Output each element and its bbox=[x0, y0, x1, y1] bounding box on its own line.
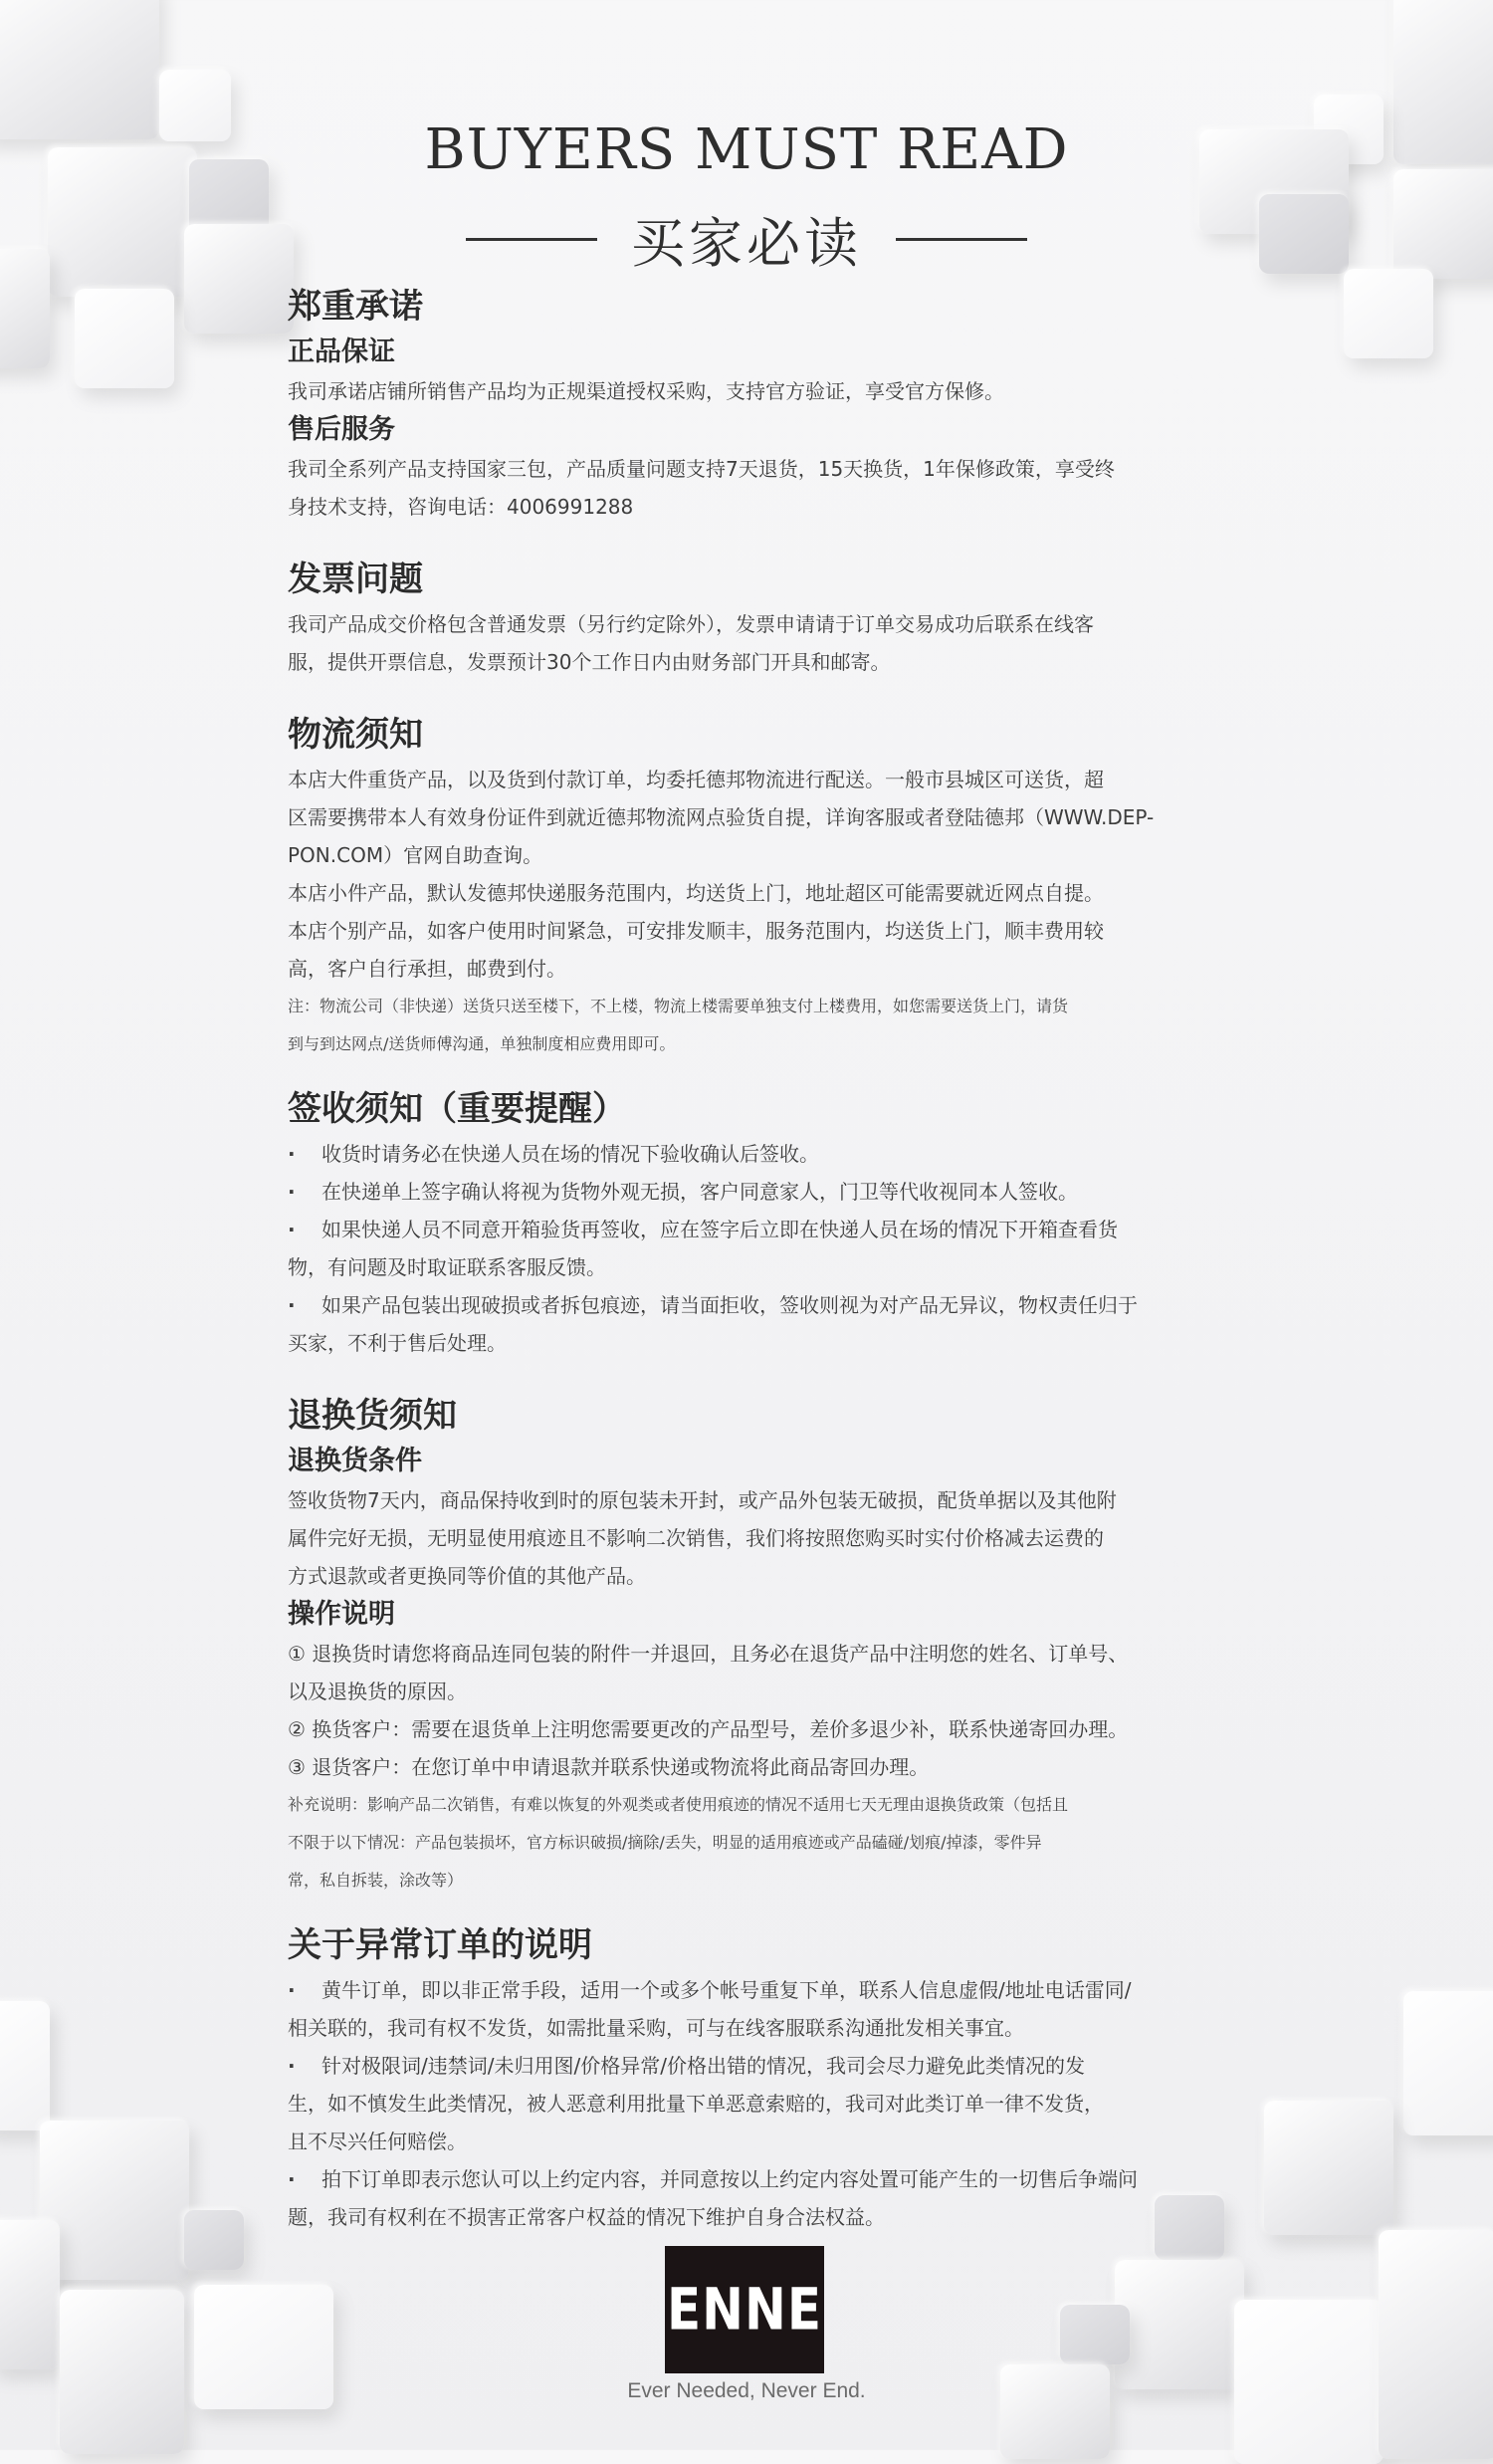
paragraph: 高，客户自行承担，邮费到付。 bbox=[288, 957, 566, 981]
section-receipt bbox=[288, 1083, 1205, 1362]
paragraph: 区需要携带本人有效身份证件到就近德邦物流网点验货自提，详询客服或者登陆德邦（WWW.DEP- bbox=[288, 805, 1155, 829]
section-logistics bbox=[288, 709, 1205, 1063]
note: 到与到达网点/送货师傅沟通，单独制度相应费用即可。 bbox=[288, 1034, 676, 1053]
subsection-title: 操作说明 bbox=[288, 1599, 395, 1630]
paragraph: 本店小件产品，默认发德邦快递服务范围内，均送货上门，地址超区可能需要就近网点自提。 bbox=[288, 881, 1104, 905]
brand-logo-text: ENNE bbox=[666, 2276, 822, 2344]
subsection-title: 售后服务 bbox=[288, 414, 395, 445]
bullet-item: · 收货时请务必在快递人员在场的情况下验收确认后签收。 bbox=[288, 1135, 1205, 1173]
paragraph: 买家，不利于售后处理。 bbox=[288, 1331, 507, 1355]
section-title: 发票问题 bbox=[288, 560, 423, 599]
paragraph: 我司承诺店铺所销售产品均为正规渠道授权采购，支持官方验证，享受官方保修。 bbox=[288, 379, 1004, 403]
bullet-item: · 在快递单上签字确认将视为货物外观无损，客户同意家人，门卫等代收视同本人签收。 bbox=[288, 1173, 1205, 1211]
paragraph: 方式退款或者更换同等价值的其他产品。 bbox=[288, 1564, 646, 1588]
note: 补充说明：影响产品二次销售，有难以恢复的外观类或者使用痕迹的情况不适用七天无理由退换货政策（包括且 bbox=[288, 1795, 1069, 1814]
section-abnormal-orders bbox=[288, 1919, 1205, 2236]
section-title: 物流须知 bbox=[288, 715, 423, 755]
note: 常，私自拆装，涂改等） bbox=[288, 1871, 464, 1890]
paragraph: 且不尽兴任何赔偿。 bbox=[288, 2129, 467, 2153]
page-title-cn-row bbox=[288, 204, 1205, 274]
paragraph: 题，我司有权利在不损害正常客户权益的情况下维护自身合法权益。 bbox=[288, 2205, 885, 2229]
title-divider-left bbox=[466, 238, 597, 241]
bullet-item: · 针对极限词/违禁词/未归用图/价格异常/价格出错的情况，我司会尽力避免此类情况的发 bbox=[288, 2047, 1205, 2085]
paragraph: 物，有问题及时取证联系客服反馈。 bbox=[288, 1255, 606, 1279]
paragraph: 属件完好无损，无明显使用痕迹且不影响二次销售，我们将按照您购买时实付价格减去运费的 bbox=[288, 1526, 1104, 1550]
section-invoice bbox=[288, 554, 1205, 681]
page-title-cn: 买家必读 bbox=[631, 211, 862, 275]
bullet-item: · 黄牛订单，即以非正常手段，适用一个或多个帐号重复下单，联系人信息虚假/地址电话雷同/ bbox=[288, 1971, 1205, 2009]
paragraph: 本店个别产品，如客户使用时间紧急，可安排发顺丰，服务范围内，均送货上门，顺丰费用较 bbox=[288, 919, 1104, 943]
paragraph: 签收货物7天内，商品保持收到时的原包装未开封，或产品外包装无破损，配货单据以及其他附 bbox=[288, 1488, 1117, 1512]
paragraph: 生，如不慎发生此类情况，被人恶意利用批量下单恶意索赔的，我司对此类订单一律不发货， bbox=[288, 2092, 1104, 2116]
paragraph: 服，提供开票信息，发票预计30个工作日内由财务部门开具和邮寄。 bbox=[288, 650, 891, 674]
section-title: 退换货须知 bbox=[288, 1396, 457, 1436]
paragraph: 我司全系列产品支持国家三包，产品质量问题支持7天退货，15天换货，1年保修政策，享受终 bbox=[288, 457, 1115, 481]
section-title: 签收须知（重要提醒） bbox=[288, 1089, 626, 1129]
note: 注：物流公司（非快递）送货只送至楼下，不上楼，物流上楼需要单独支付上楼费用，如您需要送货上门，请货 bbox=[288, 997, 1069, 1015]
paragraph: 以及退换货的原因。 bbox=[288, 1680, 467, 1703]
note: 不限于以下情况：产品包装损坏，官方标识破损/摘除/丢失，明显的适用痕迹或产品磕碰/划痕/掉漆，零件异 bbox=[288, 1833, 1042, 1852]
brand-tagline: Ever Needed, Never End. bbox=[627, 2379, 866, 2402]
page-title-en: BUYERS MUST READ bbox=[424, 117, 1069, 182]
paragraph: 身技术支持，咨询电话：4006991288 bbox=[288, 495, 634, 519]
paragraph: PON.COM）官网自助查询。 bbox=[288, 843, 543, 867]
paragraph: 我司产品成交价格包含普通发票（另行约定除外），发票申请请于订单交易成功后联系在线客 bbox=[288, 612, 1094, 636]
section-returns bbox=[288, 1390, 1205, 1900]
title-divider-right bbox=[896, 238, 1027, 241]
paragraph: ① 退换货时请您将商品连同包装的附件一并退回，且务必在退货产品中注明您的姓名、订单号、 bbox=[288, 1642, 1129, 1666]
section-title: 郑重承诺 bbox=[288, 287, 423, 327]
bullet-item: · 如果产品包装出现破损或者拆包痕迹，请当面拒收，签收则视为对产品无异议，物权责任归于 bbox=[288, 1286, 1205, 1324]
subsection-title: 退换货条件 bbox=[288, 1446, 422, 1476]
section-title: 关于异常订单的说明 bbox=[288, 1925, 592, 1965]
paragraph: 本店大件重货产品，以及货到付款订单，均委托德邦物流进行配送。一般市县城区可送货，超 bbox=[288, 768, 1104, 791]
section-commitment bbox=[288, 281, 1205, 526]
brand-logo bbox=[665, 2246, 824, 2373]
subsection-title: 正品保证 bbox=[288, 336, 395, 367]
notice-body bbox=[288, 281, 1205, 2236]
bullet-item: · 如果快递人员不同意开箱验货再签收，应在签字后立即在快递人员在场的情况下开箱查看货 bbox=[288, 1211, 1205, 1248]
paragraph: ③ 退货客户：在您订单中申请退款并联系快递或物流将此商品寄回办理。 bbox=[288, 1755, 930, 1779]
paragraph: 相关联的，我司有权不发货，如需批量采购，可与在线客服联系沟通批发相关事宜。 bbox=[288, 2016, 1024, 2040]
paragraph: ② 换货客户：需要在退货单上注明您需要更改的产品型号，差价多退少补，联系快递寄回办理。 bbox=[288, 1717, 1129, 1741]
bullet-item: · 拍下订单即表示您认可以上约定内容，并同意按以上约定内容处置可能产生的一切售后争端问 bbox=[288, 2160, 1205, 2198]
